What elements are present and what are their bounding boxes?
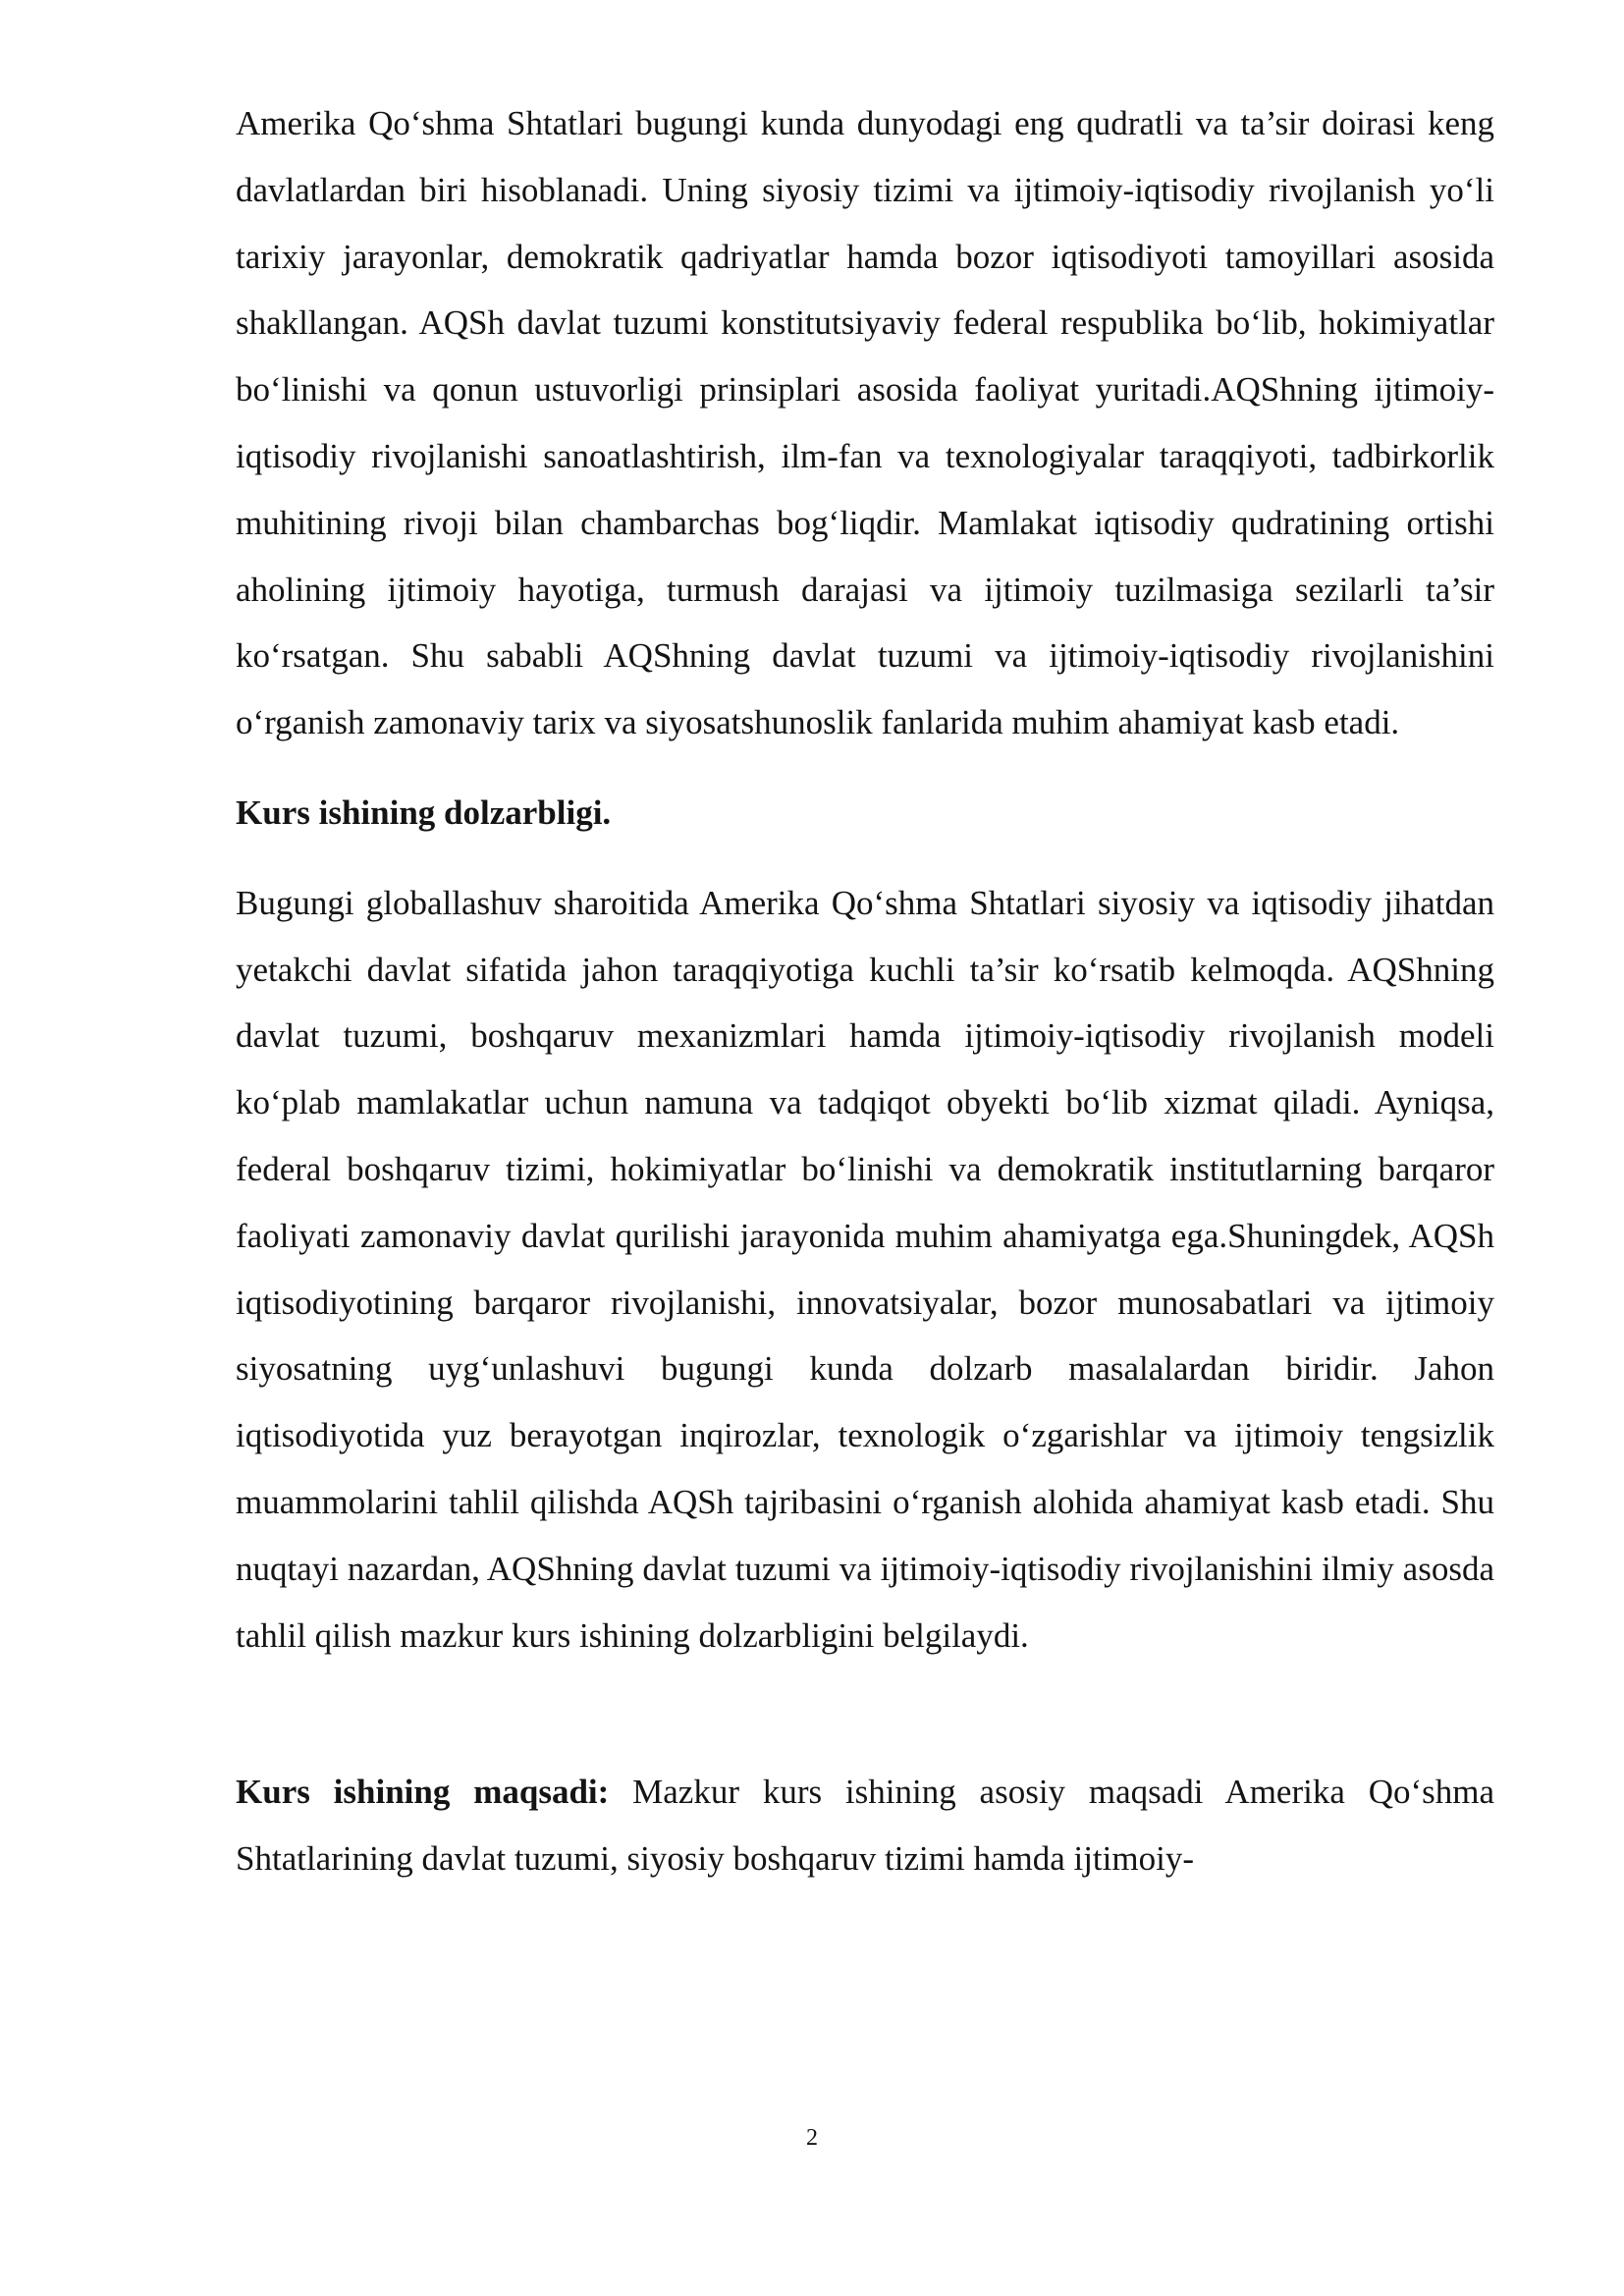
document-page: [236, 90, 1494, 1892]
intro-paragraph: Amerika Qo‘shma Shtatlari bugungi kunda dunyodagi eng qudratli va ta’sir doirasi keng davlatlardan biri hisoblanadi. Uning siyosiy tizimi va ijtimoiy-iqtisodiy rivojlanish yo‘li tarixiy jarayonlar, demokratik qadriyatlar hamda bozor iqtisodiyoti tamoyillari asosida shakllangan. AQSh davlat tuzumi konstitutsiyaviy federal respublika bo‘lib, hokimiyatlar bo‘linishi va qonun ustuvorligi prinsiplari asosida faoliyat yuritadi.AQShning ijtimoiy-iqtisodiy rivojlanishi sanoatlashtirish, ilm-fan va texnologiyalar taraqqiyoti, tadbirkorlik muhitining rivoji bilan chambarchas bog‘liqdir. Mamlakat iqtisodiy qudratining ortishi aholining ijtimoiy hayotiga, turmush darajasi va ijtimoiy tuzilmasiga sezilarli ta’sir ko‘rsatgan. Shu sababli AQShning davlat tuzumi va ijtimoiy-iqtisodiy rivojlanishini o‘rganish zamonaviy tarix va siyosatshunoslik fanlarida muhim ahamiyat kasb etadi.: [236, 104, 1494, 742]
page-number: 2: [806, 2125, 818, 2151]
section-heading-dolzarblik: Kurs ishining dolzarbligi.: [236, 793, 612, 832]
maqsad-paragraph: [236, 1759, 1494, 1892]
maqsad-label: Kurs ishining maqsadi:: [236, 1773, 610, 1812]
maqsad-text: Mazkur kurs ishining asosiy maqsadi Amerika Qo‘shma Shtatlarining davlat tuzumi, siyosiy boshqaruv tizimi hamda ijtimoiy-: [236, 1773, 1495, 1879]
dolzarblik-paragraph: Bugungi globallashuv sharoitida Amerika Qo‘shma Shtatlari siyosiy va iqtisodiy jihatdan yetakchi davlat sifatida jahon taraqqiyotiga kuchli ta’sir ko‘rsatib kelmoqda. AQShning davlat tuzumi, boshqaruv mexanizmlari hamda ijtimoiy-iqtisodiy rivojlanish modeli ko‘plab mamlakatlar uchun namuna va tadqiqot obyekti bo‘lib xizmat qiladi. Ayniqsa, federal boshqaruv tizimi, hokimiyatlar bo‘linishi va demokratik institutlarning barqaror faoliyati zamonaviy davlat qurilishi jarayonida muhim ahamiyatga ega.Shuningdek, AQSh iqtisodiyotining barqaror rivojlanishi, innovatsiyalar, bozor munosabatlari va ijtimoiy siyosatning uyg‘unlashuvi bugungi kunda dolzarb masalalardan biridir. Jahon iqtisodiyotida yuz berayotgan inqirozlar, texnologik o‘zgarishlar va ijtimoiy tengsizlik muammolarini tahlil qilishda AQSh tajribasini o‘rganish alohida ahamiyat kasb etadi. Shu nuqtayi nazardan, AQShning davlat tuzumi va ijtimoiy-iqtisodiy rivojlanishini ilmiy asosda tahlil qilish mazkur kurs ishining dolzarbligini belgilaydi.: [236, 883, 1494, 1655]
